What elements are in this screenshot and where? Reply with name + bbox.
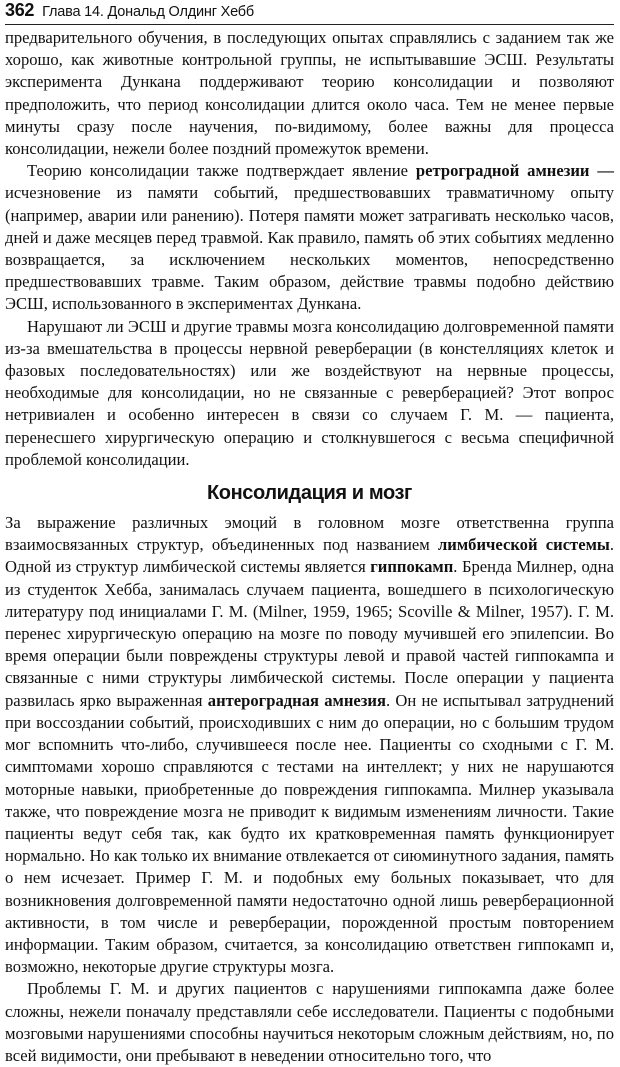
- paragraph-text: За выражение различных эмоций в головном мозге ответственна группа взаимосвязанных структур, объединенных под названием: [5, 513, 614, 555]
- term-hippocampus: гиппокамп: [370, 557, 454, 577]
- paragraph-retrograde-amnesia: [5, 160, 614, 315]
- term-limbic-system: лимбической системы: [438, 535, 610, 555]
- paragraph-text: . Он не испытывал затруднений при воссоздании событий, происходивших с ним до операции, но с большим трудом мог вспомнить что-либо, случившееся после нее. Пациенты со сходными с Г. М. симптомами хорошо справляются с тестами на интеллект; у них не нарушаются моторные навыки, приобретенные до повреждения гиппокампа. Милнер указывала также, что повреждение мозга не приводит к видимым изменениям личности. Такие пациенты ведут себя так, как будто их кратковременная память функционирует нормально. Но как только их внимание отвлекается от сиюминутного задания, память о нем исчезает. Пример Г. М. и подобных ему больных показывает, что для возникновения долговременной памяти недостаточно одной лишь реверберационной активности, в том числе и реверберации, порожденной простым повторением информации. Таким образом, считается, за консолидацию ответствен гиппокамп и, возможно, некоторые другие структуры мозга.: [5, 690, 614, 977]
- paragraph-hm-problems: Проблемы Г. М. и других пациентов с нарушениями гиппокампа даже более сложны, нежели поначалу представляли себе исследователи. Пациенты с подобными мозговыми нарушениями способны научиться некоторым сложным действиям, но, по всей видимости, они пребывают в неведении относительно того, что: [5, 979, 614, 1065]
- paragraph-continuation: предварительного обучения, в последующих опытах справлялись с заданием так же хорошо, как животные контрольной группы, не испытывавшие ЭСШ. Результаты эксперимента Дункана поддерживают теорию консолидации и позволяют предположить, что период консолидации длится около часа. Тем не менее первые минуты сразу после научения, по-видимому, более важны для процесса консолидации, нежели более поздний промежуток времени.: [5, 28, 614, 159]
- chapter-title: Глава 14. Дональд Олдинг Хебб: [42, 4, 254, 20]
- page-number: 362: [5, 0, 35, 20]
- paragraph-text: исчезновение из памяти событий, предшествовавших травматичному опыту (например, аварии или ранению). Потеря памяти может затрагивать несколько часов, дней и даже месяцев перед травмой. Как правило, память об этих событиях медленно возвращается, за исключением нескольких моментов, непосредственно предшествовавших травме. Таким образом, действие травмы подобно действию ЭСШ, использованного в экспериментах Дункана.: [5, 183, 614, 314]
- paragraph-limbic-system: [5, 512, 614, 978]
- paragraph-text: Теорию консолидации также подтверждает явление: [27, 161, 416, 181]
- term-anterograde-amnesia: антероградная амнезия: [207, 690, 386, 710]
- paragraph-reverberation-question: Нарушают ли ЭСШ и другие травмы мозга консолидацию долговременной памяти из-за вмешательства в процессы нервной реверберации (в констелляциях клеток и фазовых последовательностях) или же воздействуют на нервные процессы, необходимые для консолидации, но не связанные с реверберацией? Этот вопрос нетривиален и особенно интересен в связи со случаем Г. М. — пациента, перенесшего хирургическую операцию и столкнувшегося с весьма специфичной проблемой консолидации.: [5, 316, 614, 469]
- running-head: [5, 0, 614, 25]
- paragraph-text: . Бренда Милнер, одна из студенток Хебба, занималась случаем пациента, вошедшего в психологическую литературу под инициалами Г. М. (Milner, 1959, 1965; Scoville & Milner, 1957). Г. М. перенес хирургическую операцию на мозге по поводу мучившей его эпилепсии. Во время операции были повреждены структуры левой и правой частей гиппокампа и связанные с ними структуры лимбической системы. После операции у пациента развилась ярко выраженная: [5, 557, 614, 710]
- section-heading: Консолидация и мозг: [207, 482, 412, 505]
- body-text: [5, 27, 614, 1067]
- paragraph-text: . Одной из структур лимбической системы является: [5, 535, 614, 577]
- term-retrograde-amnesia: ретроградной амнезии —: [415, 161, 614, 181]
